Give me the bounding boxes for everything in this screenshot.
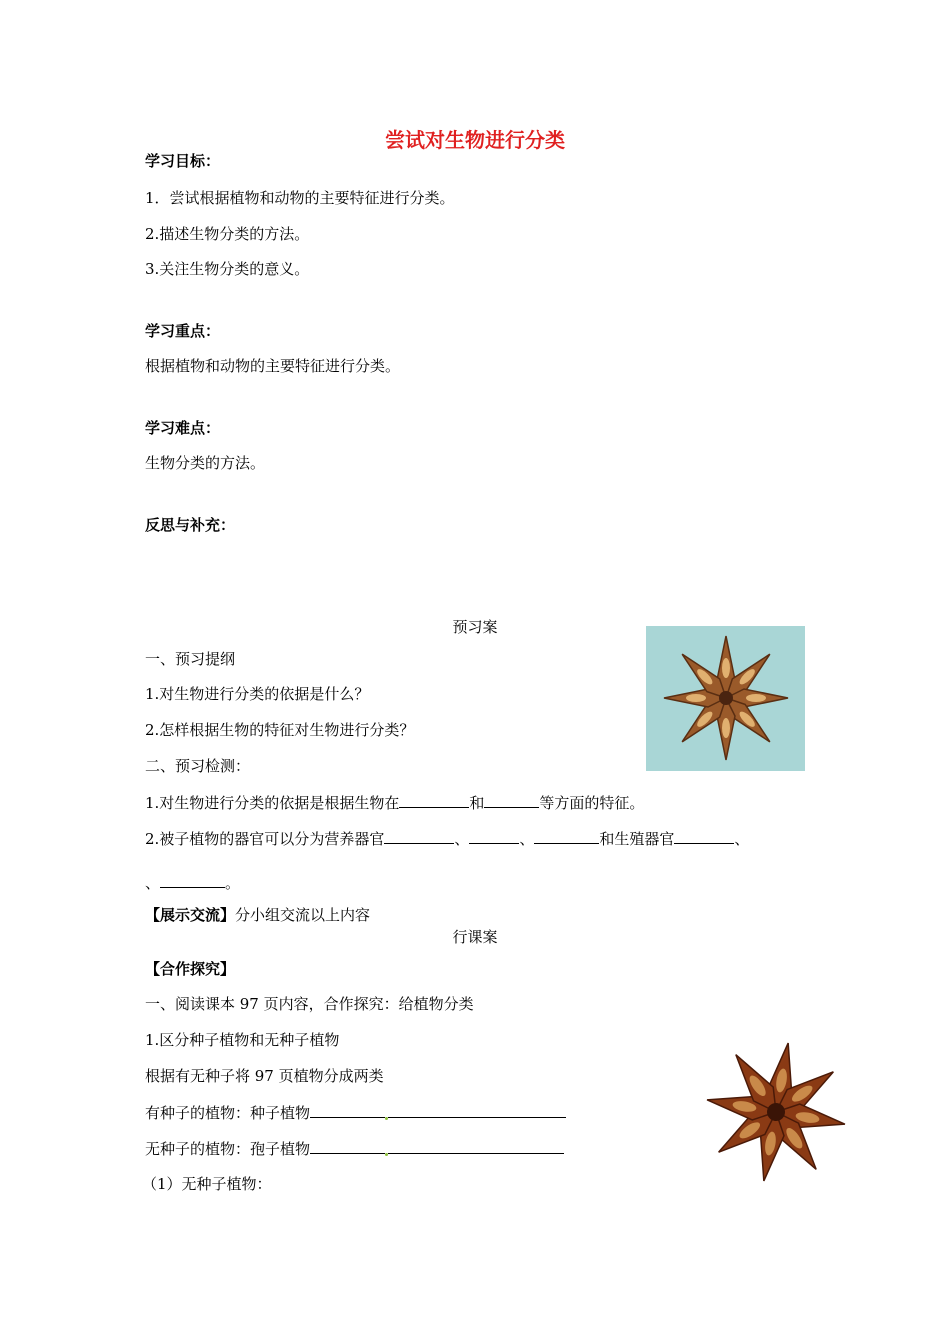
lesson-line-2: 1.区分种子植物和无种子植物 (145, 1031, 340, 1049)
check-1-text-b: 和 (469, 794, 485, 812)
key-points-text: 根据植物和动物的主要特征进行分类。 (145, 357, 401, 375)
fill-blank[interactable] (534, 829, 599, 844)
lesson-line-6: （1）无种子植物： (142, 1175, 272, 1193)
lesson-line-3: 根据有无种子将 97 页植物分成两类 (145, 1067, 384, 1085)
star-anise-photo (690, 1038, 865, 1188)
coop-heading: 【合作探究】 (145, 960, 236, 978)
separator: 、 (145, 874, 161, 892)
fill-blank[interactable] (484, 793, 539, 808)
fill-blank[interactable] (310, 1103, 385, 1118)
exchange-text: 分小组交流以上内容 (235, 906, 371, 924)
fill-blank[interactable] (160, 873, 225, 888)
fill-blank[interactable] (310, 1139, 385, 1154)
outline-question-1: 1.对生物进行分类的依据是什么？ (145, 685, 370, 703)
preview-title: 预习案 (452, 618, 498, 636)
spore-plants-label: 无种子的植物：孢子植物 (145, 1140, 311, 1158)
check-1-text-a: 1.对生物进行分类的依据是根据生物在 (145, 794, 400, 812)
seed-plants-line (145, 1103, 566, 1122)
outline-heading: 一、预习提纲 (145, 650, 236, 668)
separator: 、 (454, 830, 470, 848)
star-anise-image (646, 626, 805, 771)
separator: 、 (519, 830, 535, 848)
check-heading: 二、预习检测： (145, 757, 251, 775)
fill-blank[interactable] (399, 793, 469, 808)
check-1-text-c: 等方面的特征。 (539, 794, 645, 812)
fill-blank[interactable] (469, 829, 519, 844)
check-question-1 (145, 793, 644, 812)
seed-plants-label: 有种子的植物：种子植物 (145, 1104, 311, 1122)
fill-blank[interactable] (388, 1103, 566, 1118)
check-2-text-a: 2.被子植物的器官可以分为营养器官 (145, 830, 385, 848)
reflection-heading: 反思与补充： (145, 516, 236, 534)
separator: 、 (734, 830, 750, 848)
period: 。 (225, 874, 241, 892)
spore-plants-line (145, 1139, 564, 1158)
difficulties-text: 生物分类的方法。 (145, 454, 266, 472)
fill-blank[interactable] (384, 829, 454, 844)
check-question-2-cont (145, 873, 240, 892)
goal-item-2: 2.描述生物分类的方法。 (145, 225, 310, 243)
page-title: 尝试对生物进行分类 (385, 128, 565, 152)
exchange-label: 【展示交流】 (145, 906, 236, 924)
outline-question-2: 2.怎样根据生物的特征对生物进行分类？ (145, 721, 415, 739)
exchange-line (145, 906, 370, 924)
goal-item-3: 3.关注生物分类的意义。 (145, 260, 310, 278)
check-2-text-b: 和生殖器官 (599, 830, 675, 848)
lesson-line-1: 一、阅读课本 97 页内容，合作探究：给植物分类 (145, 995, 474, 1013)
key-points-heading: 学习重点： (145, 322, 221, 340)
goals-heading: 学习目标： (145, 152, 221, 170)
fill-blank[interactable] (388, 1139, 564, 1154)
lesson-title: 行课案 (452, 928, 498, 946)
goal-item-1: 1．尝试根据植物和动物的主要特征进行分类。 (145, 189, 455, 207)
difficulties-heading: 学习难点： (145, 419, 221, 437)
check-question-2 (145, 829, 749, 848)
fill-blank[interactable] (674, 829, 734, 844)
